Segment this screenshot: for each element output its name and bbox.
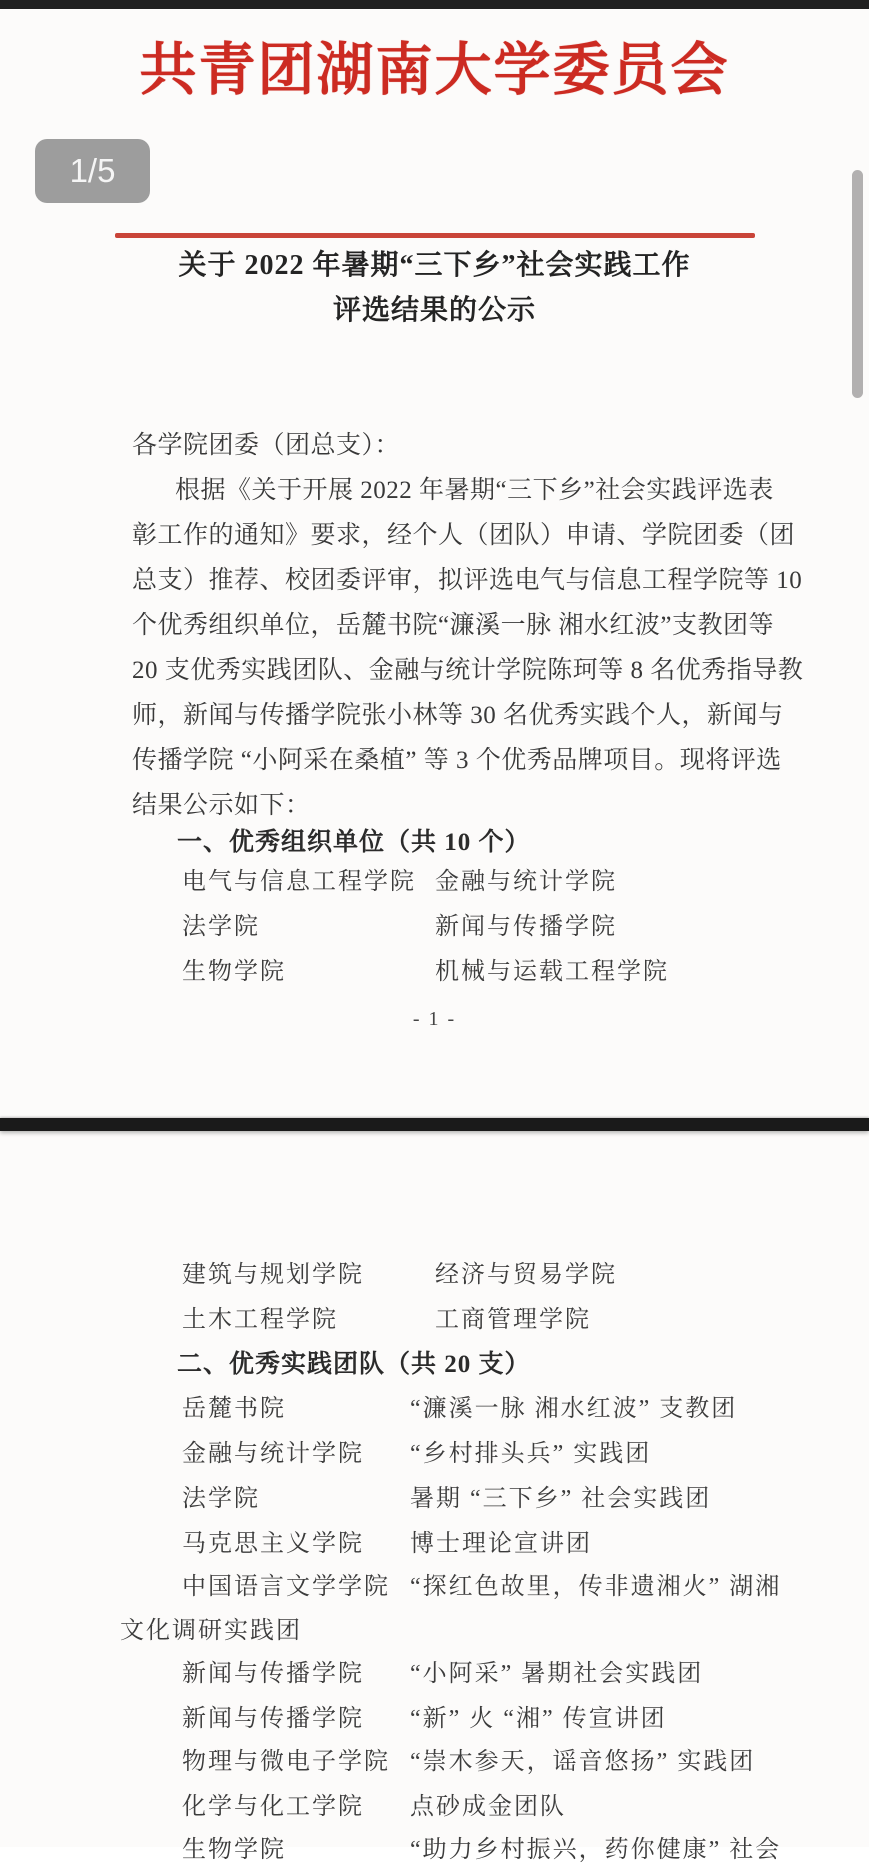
team-name: “乡村排头兵” 实践团	[410, 1441, 652, 1467]
top-status-bar	[0, 0, 869, 9]
body-line: 总支）推荐、校团委评审，拟评选电气与信息工程学院等 10	[132, 567, 803, 594]
table-row	[0, 1653, 869, 1685]
org-unit: 生物学院	[182, 959, 286, 985]
org-unit: 土木工程学院	[182, 1307, 338, 1333]
table-row	[0, 1829, 869, 1861]
team-name: “新” 火 “湘” 传宣讲团	[410, 1706, 667, 1732]
college-name: 金融与统计学院	[182, 1441, 364, 1467]
college-name: 岳麓书院	[182, 1396, 286, 1422]
college-name: 法学院	[182, 1486, 260, 1512]
document-title-line1: 关于 2022 年暑期“三下乡”社会实践工作	[178, 250, 691, 281]
team-name: “助力乡村振兴，药你健康” 社会	[410, 1837, 782, 1863]
body-line: 传播学院 “小阿采在桑植” 等 3 个优秀品牌项目。现将评选	[132, 747, 782, 774]
body-line: 彰工作的通知》要求，经个人（团队）申请、学院团委（团	[132, 522, 796, 549]
org-unit: 经济与贸易学院	[435, 1262, 617, 1288]
college-name: 中国语言文学学院	[182, 1574, 390, 1600]
letterhead-divider-line	[115, 233, 755, 238]
college-name: 化学与化工学院	[182, 1794, 364, 1820]
team-name: 博士理论宣讲团	[410, 1531, 592, 1557]
table-row	[0, 1566, 869, 1598]
org-unit: 工商管理学院	[435, 1307, 591, 1333]
table-row	[0, 1698, 869, 1730]
scrollbar-thumb[interactable]	[852, 170, 863, 398]
page-number: - 1 -	[412, 1008, 457, 1030]
table-row	[0, 1433, 869, 1465]
college-name: 新闻与传播学院	[182, 1706, 364, 1732]
body-line: 个优秀组织单位，岳麓书院“濂溪一脉 湘水红波”支教团等	[132, 612, 774, 639]
org-unit: 机械与运载工程学院	[435, 959, 669, 985]
body-line: 结果公示如下：	[132, 792, 311, 819]
table-row	[0, 1254, 869, 1286]
table-row	[0, 1741, 869, 1773]
body-text	[132, 423, 804, 828]
team-name: “濂溪一脉 湘水红波” 支教团	[410, 1396, 738, 1422]
letterhead-title: 共青团湖南大学委员会	[139, 39, 730, 102]
team-name: 暑期 “三下乡” 社会实践团	[410, 1486, 712, 1512]
org-unit: 金融与统计学院	[435, 869, 617, 895]
table-row	[0, 1523, 869, 1555]
org-unit: 新闻与传播学院	[435, 914, 617, 940]
table-row	[0, 906, 869, 938]
team-name-continuation: 文化调研实践团	[120, 1618, 302, 1644]
table-row	[0, 1478, 869, 1510]
team-name: “崇木参天，谣音悠扬” 实践团	[410, 1749, 756, 1775]
body-line: 根据《关于开展 2022 年暑期“三下乡”社会实践评选表	[175, 477, 774, 504]
college-name: 物理与微电子学院	[182, 1749, 390, 1775]
org-unit: 电气与信息工程学院	[182, 869, 416, 895]
table-row	[0, 951, 869, 983]
document-title-line2: 评选结果的公示	[332, 295, 536, 326]
org-unit: 法学院	[182, 914, 260, 940]
table-row	[0, 861, 869, 893]
salutation: 各学院团委（团总支）：	[132, 432, 401, 459]
table-row	[0, 1786, 869, 1818]
document-title	[0, 243, 869, 333]
team-name: “小阿采” 暑期社会实践团	[410, 1661, 704, 1687]
body-line: 20 支优秀实践团队、金融与统计学院陈珂等 8 名优秀指导教	[132, 657, 804, 684]
table-row	[0, 1388, 869, 1420]
page-indicator-badge: 1/5	[35, 139, 150, 203]
team-name: 点砂成金团队	[410, 1794, 566, 1820]
page-separator-bar	[0, 1118, 869, 1131]
section2-heading: 二、优秀实践团队（共 20 支）	[177, 1351, 531, 1378]
section1-heading: 一、优秀组织单位（共 10 个）	[177, 829, 531, 856]
team-name: “探红色故里，传非遗湘火” 湖湘	[410, 1574, 782, 1600]
college-name: 新闻与传播学院	[182, 1661, 364, 1687]
college-name: 生物学院	[182, 1837, 286, 1863]
body-line: 师，新闻与传播学院张小林等 30 名优秀实践个人，新闻与	[132, 702, 784, 729]
college-name: 马克思主义学院	[182, 1531, 364, 1557]
org-unit: 建筑与规划学院	[182, 1262, 364, 1288]
table-row	[0, 1299, 869, 1331]
